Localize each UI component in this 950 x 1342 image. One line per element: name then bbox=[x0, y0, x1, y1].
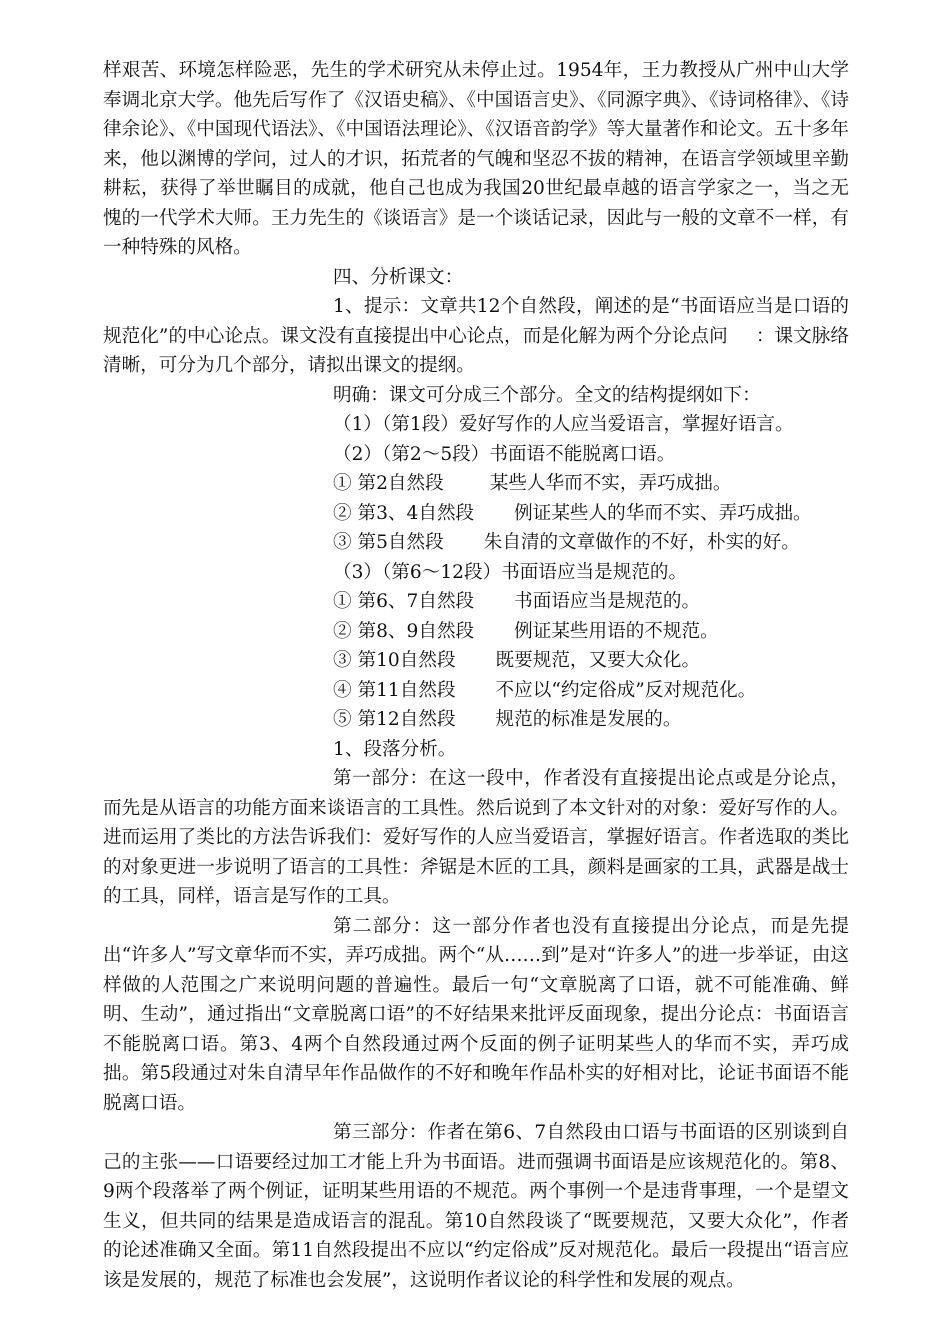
outline-item bbox=[103, 676, 849, 706]
hint-text-b: ：课文脉络清晰，可分为几个部分，请拟出课文的提纲。 bbox=[103, 325, 849, 376]
intro-paragraph: 样艰苦、环境怎样险恶，先生的学术研究从未停止过。1954年，王力教授从广州中山大学奉调北京大学。他先后写作了《汉语史稿》、《中国语言史》、《同源字典》、《诗词格律》、《诗律余论》、《中国现代语法》、《中国语法理论》、《汉语音韵学》等大量著作和论文。五十多年来，他以渊博的学问，过人的才识，拓荒者的气魄和坚忍不拔的精神，在语言学领域里辛勤耕耘，获得了举世瞩目的成就，他自己也成为我国20世纪最卓越的语言学家之一，当之无愧的一代学术大师。王力先生的《谈语言》是一个谈话记录，因此与一般的文章不一样，有一种特殊的风格。 bbox=[103, 60, 849, 258]
outline-item-number: ④ 第11自然段 bbox=[333, 679, 456, 701]
outline-item-number: ⑤ 第12自然段 bbox=[333, 709, 456, 730]
outline-item-text: 不应以“约定俗成”反对规范化。 bbox=[495, 679, 757, 701]
outline-part-1: （1）（第1段）爱好写作的人应当爱语言，掌握好语言。 bbox=[333, 414, 794, 435]
analysis-part-1: 第一部分：在这一段中，作者没有直接提出论点或是分论点，而先是从语言的功能方面来谈语言的工具性。然后说到了本文针对的对象：爱好写作的人。进而运用了类比的方法告诉我们：爱好写作的人应当爱语言，掌握好语言。作者选取的类比的对象更进一步说明了语言的工具性：斧锯是木匠的工具，颜料是画家的工具，武器是战士的工具，同样，语言是写作的工具。 bbox=[103, 768, 849, 907]
outline-item-number: ② 第8、9自然段 bbox=[333, 620, 475, 642]
outline-item-number: ① 第6、7自然段 bbox=[333, 591, 475, 612]
outline-item-number: ③ 第10自然段 bbox=[333, 650, 456, 671]
outline-item-text: 例证某些用语的不规范。 bbox=[514, 620, 719, 642]
outline-item-text: 书面语应当是规范的。 bbox=[514, 591, 701, 612]
outline-item bbox=[103, 705, 849, 735]
answer-line: 明确：课文可分成三个部分。全文的结构提纲如下： bbox=[333, 384, 761, 406]
outline-item-number: ③ 第5自然段 bbox=[333, 532, 444, 553]
outline-item-text: 朱自清的文章做作的不好，朴实的好。 bbox=[483, 532, 800, 553]
outline-item bbox=[103, 499, 849, 529]
outline-item-text: 既要规范，又要大众化。 bbox=[495, 650, 701, 671]
outline-part-3: （3）（第6～12段）书面语应当是规范的。 bbox=[333, 561, 688, 583]
analysis-part-2: 第二部分：这一部分作者也没有直接提出分论点，而是先提出“许多人”写文章华而不实，弄巧成拙。两个“从……到”是对“许多人”的进一步举证，由这样做的人范围之广来说明问题的普遍性。最后一句“文章脱离了口语，就不可能准确、鲜明、生动”，通过指出“文章脱离口语”的不好结果来批评反面现象，提出分论点：书面语言不能脱离口语。第3、4两个自然段通过两个反面的例子证明某些人的华而不实，弄巧成拙。第5段通过对朱自清早年作品做作的不好和晚年作品朴实的好相对比，论证书面语不能脱离口语。 bbox=[103, 915, 849, 1114]
outline-item bbox=[103, 528, 849, 558]
outline-item bbox=[103, 469, 849, 499]
document-page bbox=[103, 56, 849, 1295]
hint-text-a: 1、提示：文章共12个自然段，阐述的是“书面语应当是口语的规范化”的中心论点。课文没有直接提出中心论点，而是化解为两个分论点问 bbox=[103, 296, 849, 347]
outline-item bbox=[103, 646, 849, 676]
outline-item bbox=[103, 617, 849, 647]
outline-part-2: （2）（第2～5段）书面语不能脱离口语。 bbox=[333, 443, 676, 465]
outline-item-text: 例证某些人的华而不实、弄巧成拙。 bbox=[514, 502, 812, 524]
outline-item-number: ① 第2自然段 bbox=[333, 473, 444, 494]
analysis-heading: 1、段落分析。 bbox=[333, 738, 457, 760]
outline-item-text: 某些人华而不实，弄巧成拙。 bbox=[489, 473, 732, 494]
section-heading: 四、分析课文： bbox=[333, 266, 464, 288]
analysis-part-3: 第三部分：作者在第6、7自然段由口语与书面语的区别谈到自己的主张——口语要经过加工才能上升为书面语。进而强调书面语是应该规范化的。第8、9两个段落举了两个例证，证明某些用语的不规范。两个事例一个是违背事理，一个是望文生义，但共同的结果是造成语言的混乱。第10自然段谈了“既要规范，又要大众化”，作者的论述准确又全面。第11自然段提出不应以“约定俗成”反对规范化。最后一段提出“语言应该是发展的，规范了标准也会发展”，这说明作者议论的科学性和发展的观点。 bbox=[103, 1122, 849, 1291]
outline-item-number: ② 第3、4自然段 bbox=[333, 502, 475, 524]
hint-paragraph bbox=[103, 292, 849, 381]
outline-item-text: 规范的标准是发展的。 bbox=[495, 709, 682, 730]
outline-item bbox=[103, 587, 849, 617]
